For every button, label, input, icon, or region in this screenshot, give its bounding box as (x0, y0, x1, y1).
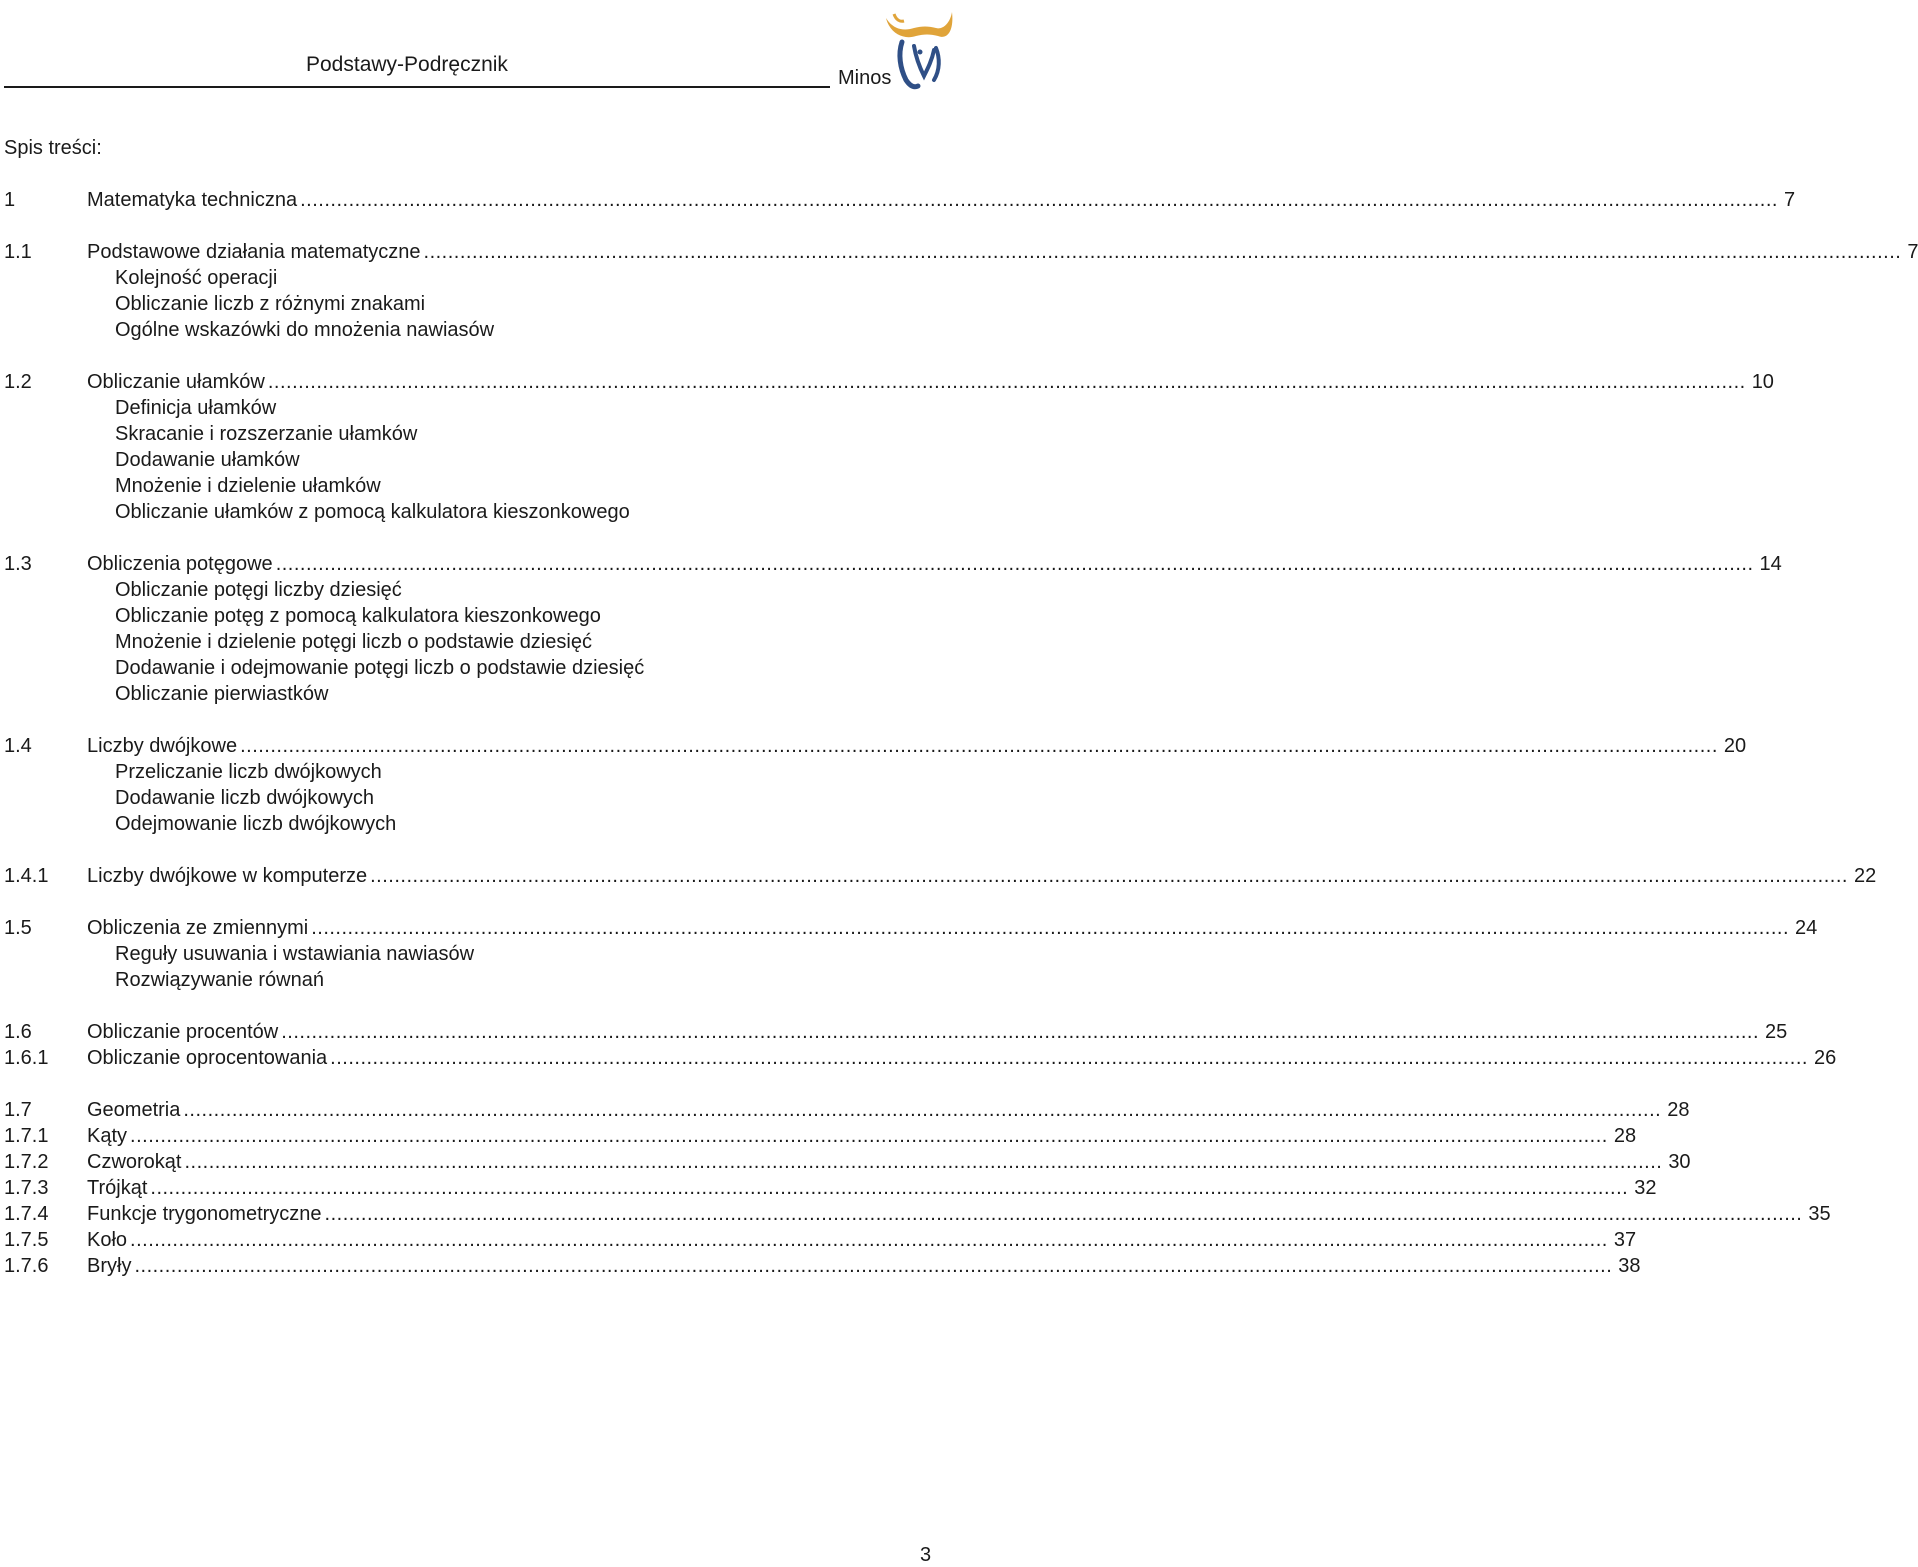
toc-page-number: 22 (1853, 865, 1877, 887)
toc-entry-number: 1.2 (4, 371, 32, 393)
toc-subtopic: Dodawanie ułamków (115, 449, 300, 471)
toc-page-number: 30 (1668, 1151, 1691, 1173)
toc-entry-title: Czworokąt (87, 1151, 182, 1173)
toc-entry-number: 1.7.6 (4, 1255, 49, 1277)
toc-subtopic: Obliczanie ułamków z pomocą kalkulatora kieszonkowego (115, 501, 630, 523)
toc-dot-leader: .................................................................................................................................................................................................................................................... (150, 1177, 1629, 1199)
toc-subtopic: Dodawanie i odejmowanie potęgi liczb o podstawie dziesięć (115, 657, 645, 679)
toc-page-number: 20 (1723, 735, 1747, 757)
toc-dot-leader: .................................................................................................................................................................................................................................................... (184, 1151, 1663, 1173)
toc-entry-title: Obliczenia potęgowe (87, 553, 273, 575)
toc-entry[interactable] (0, 1253, 1641, 1279)
toc-entry-title: Liczby dwójkowe (87, 735, 238, 757)
toc-dot-leader: .................................................................................................................................................................................................................................................... (183, 1099, 1662, 1121)
toc-entry-title: Geometria (87, 1099, 181, 1121)
toc-page-number: 38 (1618, 1255, 1641, 1277)
toc-subtopic: Odejmowanie liczb dwójkowych (115, 813, 397, 835)
toc-dot-leader: .................................................................................................................................................................................................................................................... (423, 241, 1902, 263)
toc-entry-title: Obliczanie ułamków (87, 371, 265, 393)
toc-entry[interactable] (0, 915, 1818, 941)
toc-page-number: 37 (1613, 1229, 1637, 1251)
toc-dot-leader: .................................................................................................................................................................................................................................................... (130, 1125, 1608, 1147)
toc-entry-line (87, 1097, 1690, 1123)
toc-dot-leader: .................................................................................................................................................................................................................................................... (370, 865, 1848, 887)
toc-entry[interactable] (0, 551, 1782, 577)
toc-subtopic: Mnożenie i dzielenie ułamków (115, 475, 381, 497)
toc-entry-title: Koło (87, 1229, 128, 1251)
toc-entry-number: 1.7.4 (4, 1203, 49, 1225)
toc-dot-leader: .................................................................................................................................................................................................................................................... (324, 1203, 1803, 1225)
toc-page-number: 7 (1907, 241, 1918, 263)
toc-dot-leader: .................................................................................................................................................................................................................................................... (240, 735, 1718, 757)
toc-entry-line (87, 1175, 1657, 1201)
toc-entry[interactable] (0, 1149, 1691, 1175)
toc-page-number: 14 (1759, 553, 1782, 575)
toc-page-number: 26 (1813, 1047, 1837, 1069)
toc-page-number: 28 (1613, 1125, 1637, 1147)
toc-entry[interactable] (0, 369, 1774, 395)
toc-page-number: 35 (1808, 1203, 1831, 1225)
toc-dot-leader: .................................................................................................................................................................................................................................................... (267, 371, 1746, 393)
toc-subtopic: Skracanie i rozszerzanie ułamków (115, 423, 418, 445)
toc-dot-leader: .................................................................................................................................................................................................................................................... (130, 1229, 1608, 1251)
toc-page-number: 28 (1667, 1099, 1690, 1121)
toc-entry[interactable] (0, 1175, 1657, 1201)
toc-entry-number: 1.5 (4, 917, 32, 939)
toc-entry-line (87, 1227, 1637, 1253)
toc-entry-number: 1.6.1 (4, 1047, 49, 1069)
page-header (0, 0, 960, 100)
toc-entry-line (87, 1019, 1788, 1045)
toc-entry-number: 1.7.2 (4, 1151, 49, 1173)
toc-entry-number: 1.1 (4, 241, 32, 263)
toc-subtopic: Przeliczanie liczb dwójkowych (115, 761, 382, 783)
toc-entry-title: Obliczanie oprocentowania (87, 1047, 328, 1069)
toc-entry-line (87, 863, 1877, 889)
toc-page-number: 25 (1765, 1021, 1788, 1043)
toc-entry-number: 1.7 (4, 1099, 32, 1121)
toc-subtopic: Ogólne wskazówki do mnożenia nawiasów (115, 319, 495, 341)
header-rule (4, 86, 830, 88)
toc-entry-title: Bryły (87, 1255, 132, 1277)
toc-entry[interactable] (0, 1123, 1637, 1149)
toc-entry-title: Funkcje trygonometryczne (87, 1203, 322, 1225)
toc-dot-leader: .................................................................................................................................................................................................................................................... (300, 189, 1778, 211)
toc-entry-title: Podstawowe działania matematyczne (87, 241, 421, 263)
toc-entry[interactable] (0, 1019, 1788, 1045)
brand-name: Minos (838, 67, 892, 89)
toc-entry[interactable] (0, 1227, 1637, 1253)
toc-entry-line (87, 915, 1818, 941)
toc-dot-leader: .................................................................................................................................................................................................................................................... (311, 917, 1790, 939)
toc-subtopic: Rozwiązywanie równań (115, 969, 324, 991)
toc-entry-title: Obliczenia ze zmiennymi (87, 917, 309, 939)
toc-subtopic: Dodawanie liczb dwójkowych (115, 787, 375, 809)
minos-bull-logo-icon (880, 6, 956, 92)
toc-heading: Spis treści: (4, 137, 102, 159)
toc-entry-title: Liczby dwójkowe w komputerze (87, 865, 368, 887)
toc-entry-number: 1.7.3 (4, 1177, 49, 1199)
toc-entry-line (87, 187, 1796, 213)
toc-page-number: 24 (1795, 917, 1818, 939)
toc-entry-number: 1.4.1 (4, 865, 49, 887)
toc-subtopic: Kolejność operacji (115, 267, 278, 289)
toc-entry-line (87, 239, 1918, 265)
toc-subtopic: Definicja ułamków (115, 397, 277, 419)
document-title: Podstawy-Podręcznik (306, 53, 508, 76)
toc-subtopic: Reguły usuwania i wstawiania nawiasów (115, 943, 475, 965)
toc-dot-leader: .................................................................................................................................................................................................................................................... (330, 1047, 1808, 1069)
toc-entry-number: 1 (4, 189, 16, 211)
toc-entry[interactable] (0, 1097, 1690, 1123)
toc-subtopic: Obliczanie potęg z pomocą kalkulatora kieszonkowego (115, 605, 601, 627)
toc-entry[interactable] (0, 733, 1747, 759)
toc-subtopic: Obliczanie liczb z różnymi znakami (115, 293, 426, 315)
toc-entry-line (87, 1123, 1637, 1149)
toc-entry-number: 1.6 (4, 1021, 32, 1043)
toc-dot-leader: .................................................................................................................................................................................................................................................... (134, 1255, 1613, 1277)
page-number: 3 (920, 1544, 932, 1566)
toc-entry-title: Trójkąt (87, 1177, 148, 1199)
toc-entry-title: Kąty (87, 1125, 128, 1147)
toc-entry-title: Matematyka techniczna (87, 189, 298, 211)
toc-entry[interactable] (0, 1045, 1837, 1071)
toc-entry-title: Obliczanie procentów (87, 1021, 279, 1043)
toc-entry-line (87, 1045, 1837, 1071)
toc-entry-number: 1.3 (4, 553, 32, 575)
toc-subtopic: Obliczanie pierwiastków (115, 683, 329, 705)
toc-entry[interactable] (0, 187, 1796, 213)
toc-entry-line (87, 1201, 1831, 1227)
toc-subtopic: Mnożenie i dzielenie potęgi liczb o podstawie dziesięć (115, 631, 592, 653)
toc-entry-line (87, 369, 1774, 395)
toc-entry-number: 1.7.5 (4, 1229, 49, 1251)
toc-page-number: 10 (1751, 371, 1774, 393)
toc-entry[interactable] (0, 1201, 1831, 1227)
toc-page-number: 32 (1634, 1177, 1657, 1199)
toc-entry[interactable] (0, 239, 1918, 265)
toc-entry-number: 1.7.1 (4, 1125, 49, 1147)
toc-entry[interactable] (0, 863, 1877, 889)
toc-entry-number: 1.4 (4, 735, 32, 757)
toc-entry-line (87, 1253, 1641, 1279)
toc-page-number: 7 (1783, 189, 1796, 211)
toc-entry-line (87, 551, 1782, 577)
toc-dot-leader: .................................................................................................................................................................................................................................................... (281, 1021, 1760, 1043)
toc-entry-line (87, 733, 1747, 759)
toc-subtopic: Obliczanie potęgi liczby dziesięć (115, 579, 402, 601)
toc-dot-leader: .................................................................................................................................................................................................................................................... (275, 553, 1754, 575)
toc-entry-line (87, 1149, 1691, 1175)
